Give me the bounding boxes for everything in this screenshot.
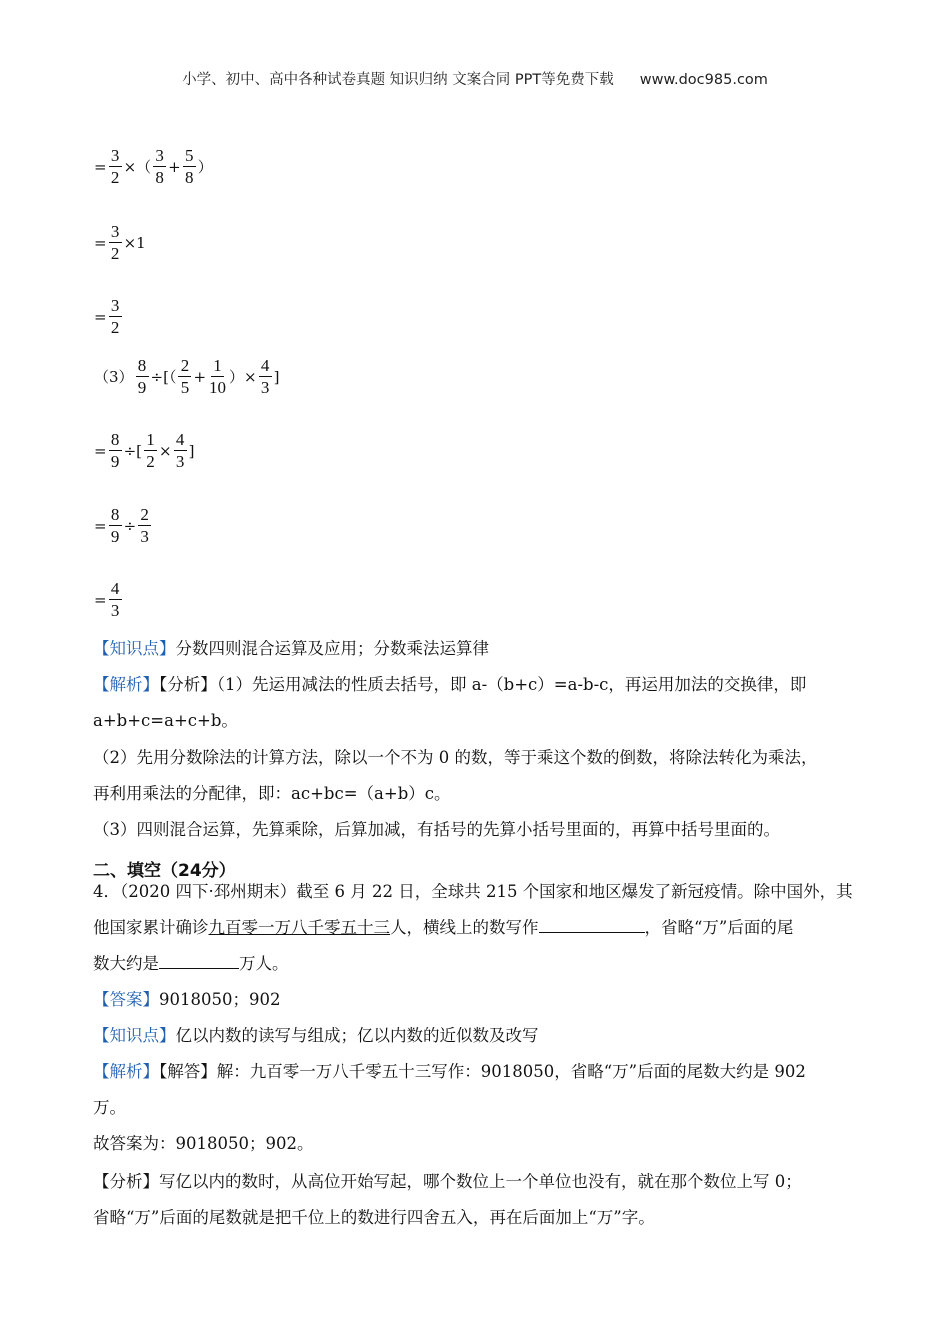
math-line-7	[93, 579, 123, 620]
analysis-text: （2）先用分数除法的计算方法，除以一个不为 0 的数，等于乘这个数的倒数，将除法转化为乘法，	[93, 748, 818, 767]
analysis-text: （3）四则混合运算，先算乘除，后算加减，有括号的先算小括号里面的，再算中括号里面的。	[93, 820, 780, 839]
answer-text: 9018050；902	[159, 990, 281, 1009]
q4-fenxi	[93, 1164, 863, 1236]
math-line-5	[93, 430, 195, 471]
operator: +	[168, 157, 181, 176]
question-text: 人，横线上的数写作	[390, 918, 539, 937]
analysis-text: 【分析】（1）先运用减法的性质去括号，即 a-（b+c）=a-b-c，再运用加法的交换律，即	[159, 675, 807, 694]
analysis-text: 【解答】解：九百零一万八千零五十三写作：9018050，省略“万”后面的尾数大约是 902	[159, 1062, 806, 1081]
analysis-text: 省略“万”后面的尾数就是把千位上的数进行四舍五入，再在后面加上“万”字。	[93, 1208, 655, 1227]
question-text: 他国家累计确诊	[93, 918, 209, 937]
fraction: $\frac{1}{2}$	[144, 430, 157, 471]
equals-sign: =	[94, 233, 107, 252]
analysis-text: a+b+c=a+c+b。	[93, 711, 238, 730]
fraction: $\frac{3}{2}$	[109, 222, 122, 263]
knowledge-tag: 【知识点】	[93, 639, 176, 658]
fraction: $\frac{8}{9}$	[109, 430, 122, 471]
equals-sign: =	[94, 157, 107, 176]
operator: +	[193, 367, 207, 386]
math-line-4	[93, 356, 280, 397]
q3-analysis-3	[93, 812, 863, 848]
analysis-text: 【分析】写亿以内的数时，从高位开始写起，哪个数位上一个单位也没有，就在那个数位上写 0；	[93, 1172, 802, 1191]
q4-knowledge	[93, 1018, 863, 1054]
answer-tag: 【答案】	[93, 990, 159, 1009]
question-text: 万人。	[239, 954, 289, 973]
operator: ÷[	[123, 441, 142, 460]
analysis-tag: 【解析】	[93, 675, 159, 694]
q4-question	[93, 874, 863, 982]
operator: ×（	[123, 158, 152, 176]
analysis-text: 万。	[93, 1098, 126, 1117]
math-line-2	[93, 222, 147, 263]
equals-sign: =	[94, 307, 107, 326]
knowledge-text: 亿以内数的读写与组成；亿以内数的近似数及改写	[175, 1026, 539, 1045]
analysis-tag: 【解析】	[93, 1062, 159, 1081]
fraction: $\frac{2}{3}$	[138, 505, 151, 546]
fraction: $\frac{4}{3}$	[174, 430, 187, 471]
operator: ÷[（	[150, 368, 177, 386]
conclusion-text: 故答案为：9018050；902。	[93, 1134, 314, 1153]
fraction: $\frac{8}{9}$	[136, 356, 149, 397]
q3-analysis-2	[93, 740, 863, 812]
analysis-text: 再利用乘法的分配律，即：ac+bc=（a+b）c。	[93, 784, 451, 803]
item-label: （3）	[94, 368, 134, 386]
math-line-3	[93, 296, 123, 337]
page-header	[0, 68, 950, 89]
q4-answer	[93, 982, 863, 1018]
section-title: 二、填空（24分）	[93, 861, 236, 881]
fraction: $\frac{3}{2}$	[109, 296, 122, 337]
fraction: $\frac{3}{8}$	[153, 146, 166, 187]
answer-blank-1[interactable]	[539, 914, 645, 933]
fraction: $\frac{3}{2}$	[109, 146, 122, 187]
header-text: 小学、初中、高中各种试卷真题 知识归纳 文案合同 PPT等免费下载	[182, 72, 614, 88]
operator: ]	[188, 441, 195, 460]
operator: ×	[159, 441, 172, 460]
fraction: $\frac{4}{3}$	[259, 356, 272, 397]
question-text: ，省略“万”后面的尾	[644, 918, 794, 937]
knowledge-tag: 【知识点】	[93, 1026, 176, 1045]
equals-sign: =	[94, 516, 107, 535]
operator: ×1	[123, 233, 146, 252]
operator: ]	[273, 367, 280, 386]
q4-analysis	[93, 1054, 863, 1126]
q4-conclusion	[93, 1126, 863, 1162]
fraction: $\frac{2}{5}$	[178, 356, 191, 397]
question-text: 数大约是	[93, 954, 159, 973]
equals-sign: =	[94, 590, 107, 609]
q3-knowledge	[93, 631, 863, 667]
header-link[interactable]: www.doc985.com	[639, 72, 768, 88]
knowledge-text: 分数四则混合运算及应用；分数乘法运算律	[175, 639, 489, 658]
math-line-6	[93, 505, 152, 546]
operator: ）	[197, 158, 213, 176]
operator: ）×	[229, 368, 257, 386]
answer-blank-2[interactable]	[159, 950, 239, 969]
equals-sign: =	[94, 441, 107, 460]
operator: ÷	[123, 516, 137, 535]
fraction: $\frac{1}{10}$	[209, 356, 227, 397]
fraction: $\frac{4}{3}$	[109, 579, 122, 620]
fraction: $\frac{5}{8}$	[183, 146, 196, 187]
fraction: $\frac{8}{9}$	[109, 505, 122, 546]
underlined-number-text: 九百零一万八千零五十三	[208, 918, 390, 937]
q3-analysis	[93, 667, 863, 739]
math-line-1	[93, 146, 214, 187]
question-text: 4．（2020 四下·邳州期末）截至 6 月 22 日，全球共 215 个国家和地区爆发了新冠疫情。除中国外，其	[93, 882, 853, 901]
